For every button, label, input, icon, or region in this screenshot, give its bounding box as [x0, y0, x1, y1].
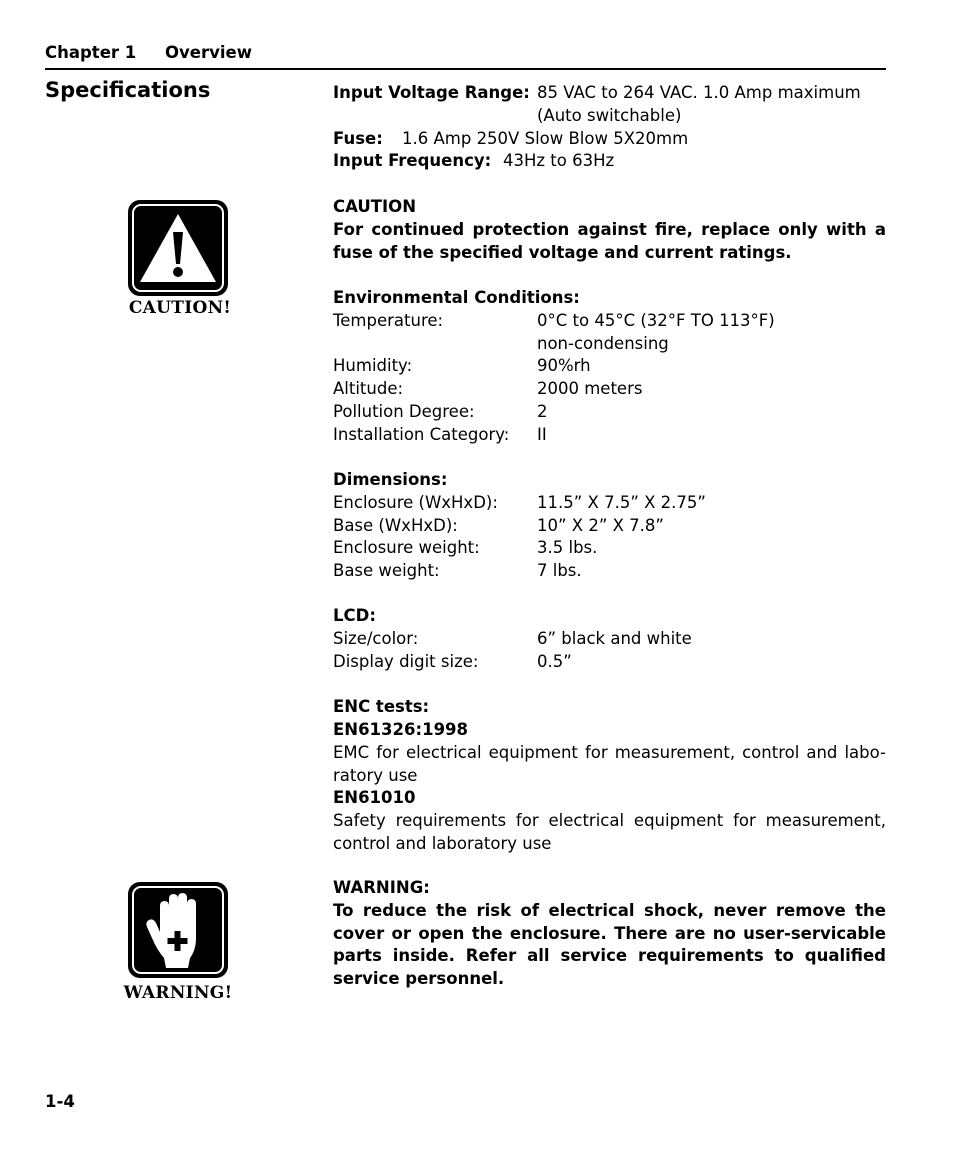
fuse-value: 1.6 Amp 250V Slow Blow 5X20mm: [402, 129, 689, 148]
lcd-value: 0.5”: [537, 651, 572, 671]
input-voltage-row: [333, 82, 861, 105]
lcd-heading: LCD:: [333, 606, 376, 625]
dimension-row: [333, 537, 598, 560]
input-frequency-label: Input Frequency:: [333, 151, 492, 170]
input-frequency-row: [333, 150, 615, 173]
environment-row: [333, 424, 547, 447]
fuse-row: [333, 128, 689, 151]
dimensions-heading: Dimensions:: [333, 470, 448, 489]
caution-heading: CAUTION: [333, 197, 416, 216]
dimension-value: 3.5 lbs.: [537, 538, 598, 558]
warning-text: To reduce the risk of electrical shock, never remove the cover or open the enclosure. There are no user-servicable parts inside. Refer all service requirements to qualified service personnel.: [333, 901, 886, 989]
environment-label: Temperature:: [333, 311, 444, 330]
dimension-label: Enclosure weight:: [333, 538, 480, 558]
environment-row: [333, 355, 591, 378]
environment-label: Installation Category:: [333, 424, 510, 444]
environment-label: Humidity:: [333, 356, 413, 376]
dimension-label: Base weight:: [333, 561, 440, 581]
warning-hand-icon: [126, 880, 230, 980]
input-frequency-value: 43Hz to 63Hz: [503, 151, 615, 170]
dimension-label: Enclosure (WxHxD):: [333, 493, 498, 512]
page-number: 1-4: [45, 1092, 75, 1111]
dimension-row: [333, 492, 706, 515]
lcd-label: Size/color:: [333, 629, 419, 648]
environment-label: Pollution Degree:: [333, 401, 475, 421]
input-voltage-value: 85 VAC to 264 VAC. 1.0 Amp maximum: [537, 83, 861, 102]
standard-en61010-text: Safety requirements for electrical equipment for measurement, control and laboratory use: [333, 811, 886, 853]
page-title: Specifications: [45, 78, 211, 102]
warning-icon-label: WARNING!: [123, 983, 233, 1003]
dimension-value: 7 lbs.: [537, 561, 582, 581]
environment-label: Altitude:: [333, 379, 404, 399]
caution-icon-label: CAUTION!: [128, 298, 232, 318]
dimension-row: [333, 515, 664, 538]
environment-value: 0°C to 45°C (32°F TO 113°F): [537, 311, 775, 330]
lcd-row: [333, 651, 572, 674]
warning-heading: WARNING:: [333, 878, 430, 897]
fuse-label: Fuse:: [333, 129, 383, 148]
environment-value: 2000 meters: [537, 379, 643, 399]
header-section: Overview: [165, 43, 252, 62]
input-voltage-value-2: (Auto switchable): [537, 106, 682, 125]
header-chapter: Chapter 1: [45, 43, 137, 62]
lcd-label: Display digit size:: [333, 651, 479, 671]
environment-row: [333, 401, 548, 424]
page-header: [45, 42, 886, 70]
caution-text: For continued protection against fire, replace only with a fuse of the specified voltage and current ratings.: [333, 220, 886, 262]
dimension-value: 11.5” X 7.5” X 2.75”: [537, 493, 706, 512]
caution-icon: [126, 198, 230, 298]
standard-en61326: EN61326:1998: [333, 720, 469, 739]
input-voltage-label: Input Voltage Range:: [333, 83, 530, 102]
environment-row: [333, 378, 643, 401]
environment-value: 2: [537, 401, 548, 421]
tests-heading: ENC tests:: [333, 697, 430, 716]
environment-value: non-condensing: [537, 333, 669, 353]
lcd-row: [333, 628, 692, 651]
standard-en61010: EN61010: [333, 788, 416, 807]
standard-en61326-text: EMC for electrical equipment for measurement, control and labo-ratory use: [333, 743, 886, 785]
lcd-value: 6” black and white: [537, 629, 692, 648]
environment-row: [333, 310, 775, 333]
dimension-label: Base (WxHxD):: [333, 515, 458, 535]
environment-value: 90%rh: [537, 356, 591, 376]
environment-value: II: [537, 424, 547, 444]
dimension-value: 10” X 2” X 7.8”: [537, 515, 664, 535]
dimension-row: [333, 560, 582, 583]
environment-heading: Environmental Conditions:: [333, 288, 580, 307]
